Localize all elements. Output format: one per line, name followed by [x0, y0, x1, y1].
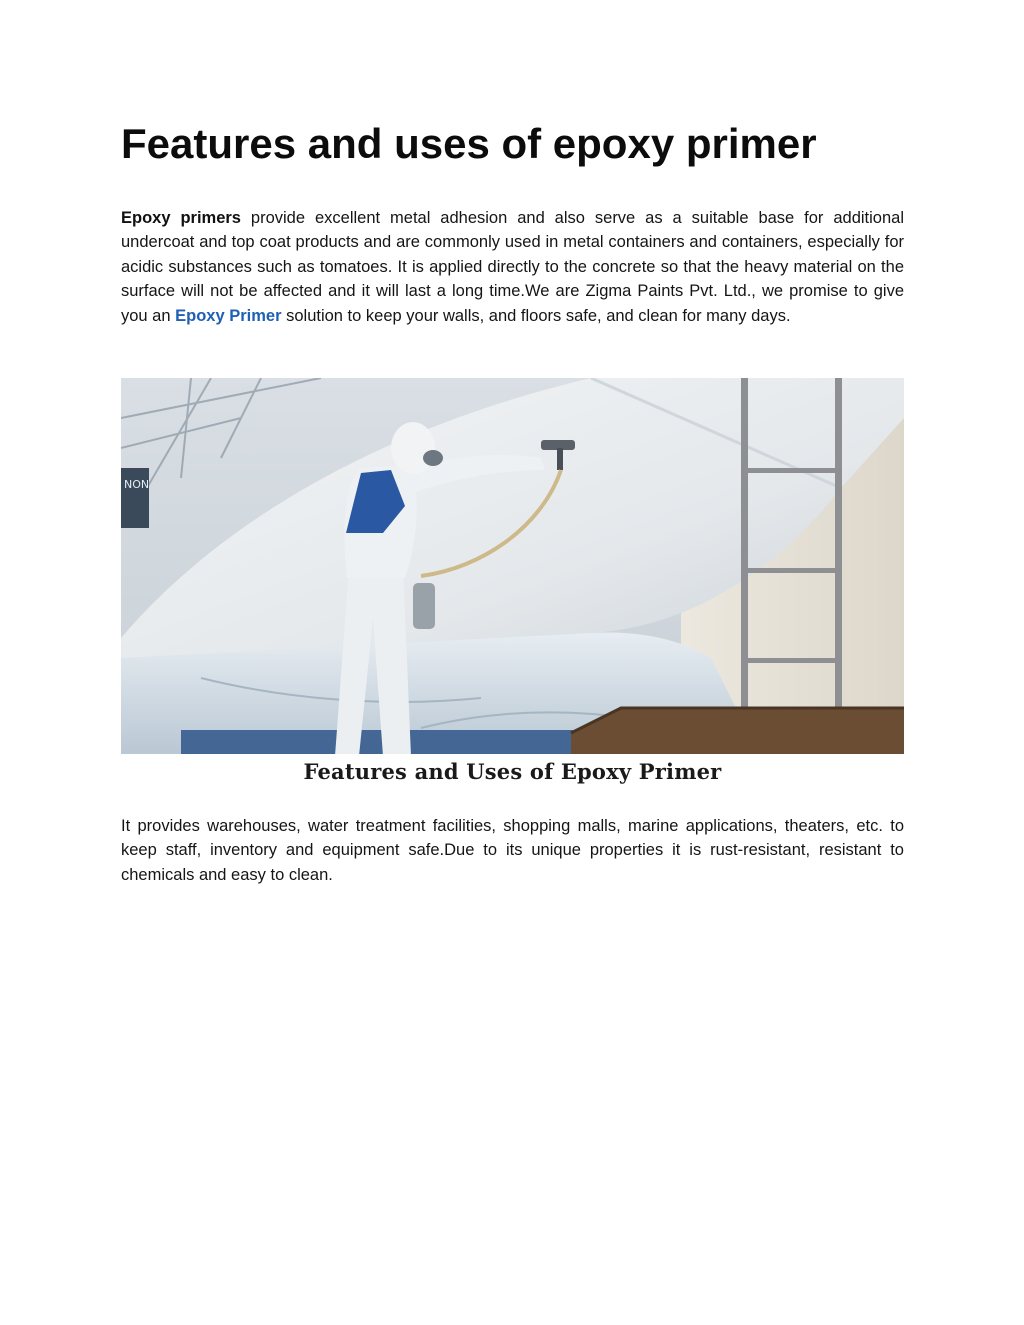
intro-paragraph	[121, 206, 904, 328]
spray-painting-illustration	[121, 378, 904, 788]
epoxy-primer-link[interactable]: Epoxy Primer	[175, 306, 282, 325]
svg-text:NON: NON	[124, 478, 150, 491]
intro-lead-bold: Epoxy primers	[121, 209, 241, 227]
epoxy-primer-photo	[121, 378, 904, 788]
closing-paragraph: It provides warehouses, water treatment facilities, shopping malls, marine applications, theaters, etc. to keep staff, inventory and equipment safe.Due to its unique properties it is rust-resistant, resistant to chemicals and easy to clean.	[121, 817, 904, 884]
figure-caption: Features and Uses of Epoxy Primer	[303, 759, 722, 784]
intro-text-before-link: provide excellent metal adhesion and also serve as a suitable base for additional undercoat and top coat products and are commonly used in metal containers and containers, especially for acidic substances such as tomatoes. It is applied directly to the concrete so that the heavy material on the surface will not be affected and it will last a long time.We are Zigma Paints Pvt. Ltd., we promise to give you an	[121, 209, 904, 325]
page-title: Features and uses of epoxy primer	[121, 120, 817, 167]
intro-text-after-link: solution to keep your walls, and floors safe, and clean for many days.	[281, 306, 791, 325]
